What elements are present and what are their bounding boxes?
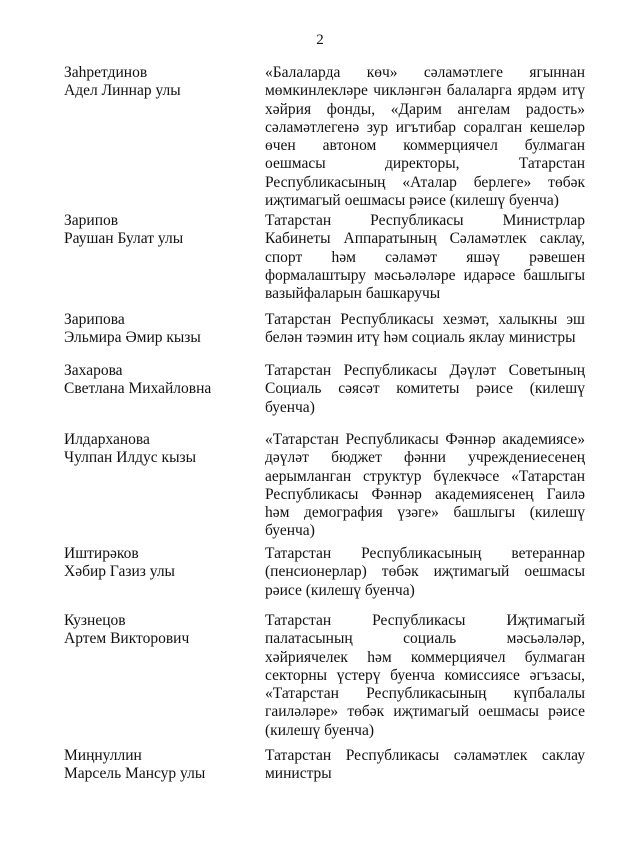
member-position [265,212,585,303]
position-line: хәйрия фонды, «Дарим ангелам радость» [265,100,585,118]
member-given-name: Артем Викторович [64,630,190,647]
member-given-name: Хәбир Газиз улы [64,563,175,580]
position-line: (пенсионерлар) төбәк иҗтимагый оешмасы [265,563,585,581]
position-line: рәисе (килешү буенча) [265,581,415,599]
position-line: Республикасының «Аталар берлеге» төбәк [265,173,585,191]
position-line: вазыйфаларын башкаручы [265,285,441,303]
member-name [64,545,254,581]
member-surname: Кузнецов [64,612,126,629]
member-position [265,747,585,784]
position-line: буенча) [265,522,315,540]
member-surname: Заһретдинов [64,64,148,81]
member-position [265,545,585,600]
member-surname: Миңнуллин [64,747,142,764]
position-line: спорт һәм сәламәт яшәү рәвешен [265,248,585,266]
member-name [64,747,254,783]
position-line: белән тәэмин итү һәм социаль яклау министры [265,329,576,347]
position-line: Татарстан Республикасы Министрлар [265,212,585,229]
position-line: Татарстан Республикасы Иҗтимагый [265,612,585,629]
position-line: гаиләләре» төбәк иҗтимагый оешмасы рәисе [265,703,585,721]
position-line: палатасының социаль мәсьәләләр, [265,630,585,648]
position-line: Татарстан Республикасының ветераннар [265,545,585,562]
position-line: Социаль сәясәт комитеты рәисе (килешү [265,380,585,398]
member-name [64,212,254,248]
position-line: министры [265,765,332,783]
member-position [265,64,585,210]
member-given-name: Чулпан Илдус кызы [64,449,197,466]
position-line: Татарстан Республикасы Дәүләт Советының [265,362,585,379]
member-surname: Илдарханова [64,431,150,448]
member-surname: Зарипова [64,311,125,328]
position-line: буенча) [265,398,315,416]
member-given-name: Светлана Михайловна [64,380,212,397]
position-line: (килешү буенча) [265,721,375,739]
member-surname: Захарова [64,362,123,379]
member-position [265,431,585,541]
member-name [64,362,254,398]
position-line: һәм демография үзәге» башлыгы (килешү [265,504,585,522]
position-line: Республикасы Фәннәр академиясенең Гаилә [265,485,585,503]
member-position [265,311,585,348]
position-line: «Татарстан Республикасы Фәннәр академиясе» [265,431,585,448]
position-line: Кабинеты Аппаратының Сәламәтлек саклау, [265,230,585,248]
position-line: Татарстан Республикасы сәламәтлек саклау [265,747,585,764]
position-line: Татарстан Республикасы хезмәт, халыкны эш [265,311,585,328]
position-line: аерымланган структур бүлекчәсе «Татарстан [265,467,585,485]
position-line: «Балаларда көч» сәламәтлеге ягыннан [265,64,585,81]
position-line: өчен автоном коммерциячел булмаган [265,137,585,155]
position-line: формалаштыру мәсьәләләре идарәсе башлыгы [265,266,585,284]
position-line: дәүләт бюджет фәнни учреждениесенең [265,449,585,467]
member-position [265,362,585,417]
member-position [265,612,585,740]
position-line: сәламәтлегенә зур игътибар соралган кешеләр [265,118,585,136]
position-line: хәйриячелек һәм коммерциячел булмаган [265,648,585,666]
position-line: оешмасы директоры, Татарстан [265,155,585,173]
member-given-name: Марсель Мансур улы [64,765,206,782]
member-given-name: Эльмира Әмир кызы [64,329,201,346]
member-name [64,431,254,467]
member-name [64,64,254,100]
member-surname: Зарипов [64,212,119,229]
member-name [64,311,254,347]
member-surname: Иштирәков [64,545,139,562]
page-number: 2 [316,32,324,48]
position-line: мөмкинлекләре чикләнгән балаларга ярдәм итү [265,82,585,100]
member-name [64,612,254,648]
member-given-name: Адел Линнар улы [64,82,181,99]
position-line: «Татарстан Республикасының күпбалалы [265,685,585,703]
position-line: иҗтимагый оешмасы рәисе (килешү буенча) [265,192,559,210]
position-line: секторны үстерү буенча комиссиясе әгъзасы, [265,666,585,684]
member-given-name: Раушан Булат улы [64,230,184,247]
